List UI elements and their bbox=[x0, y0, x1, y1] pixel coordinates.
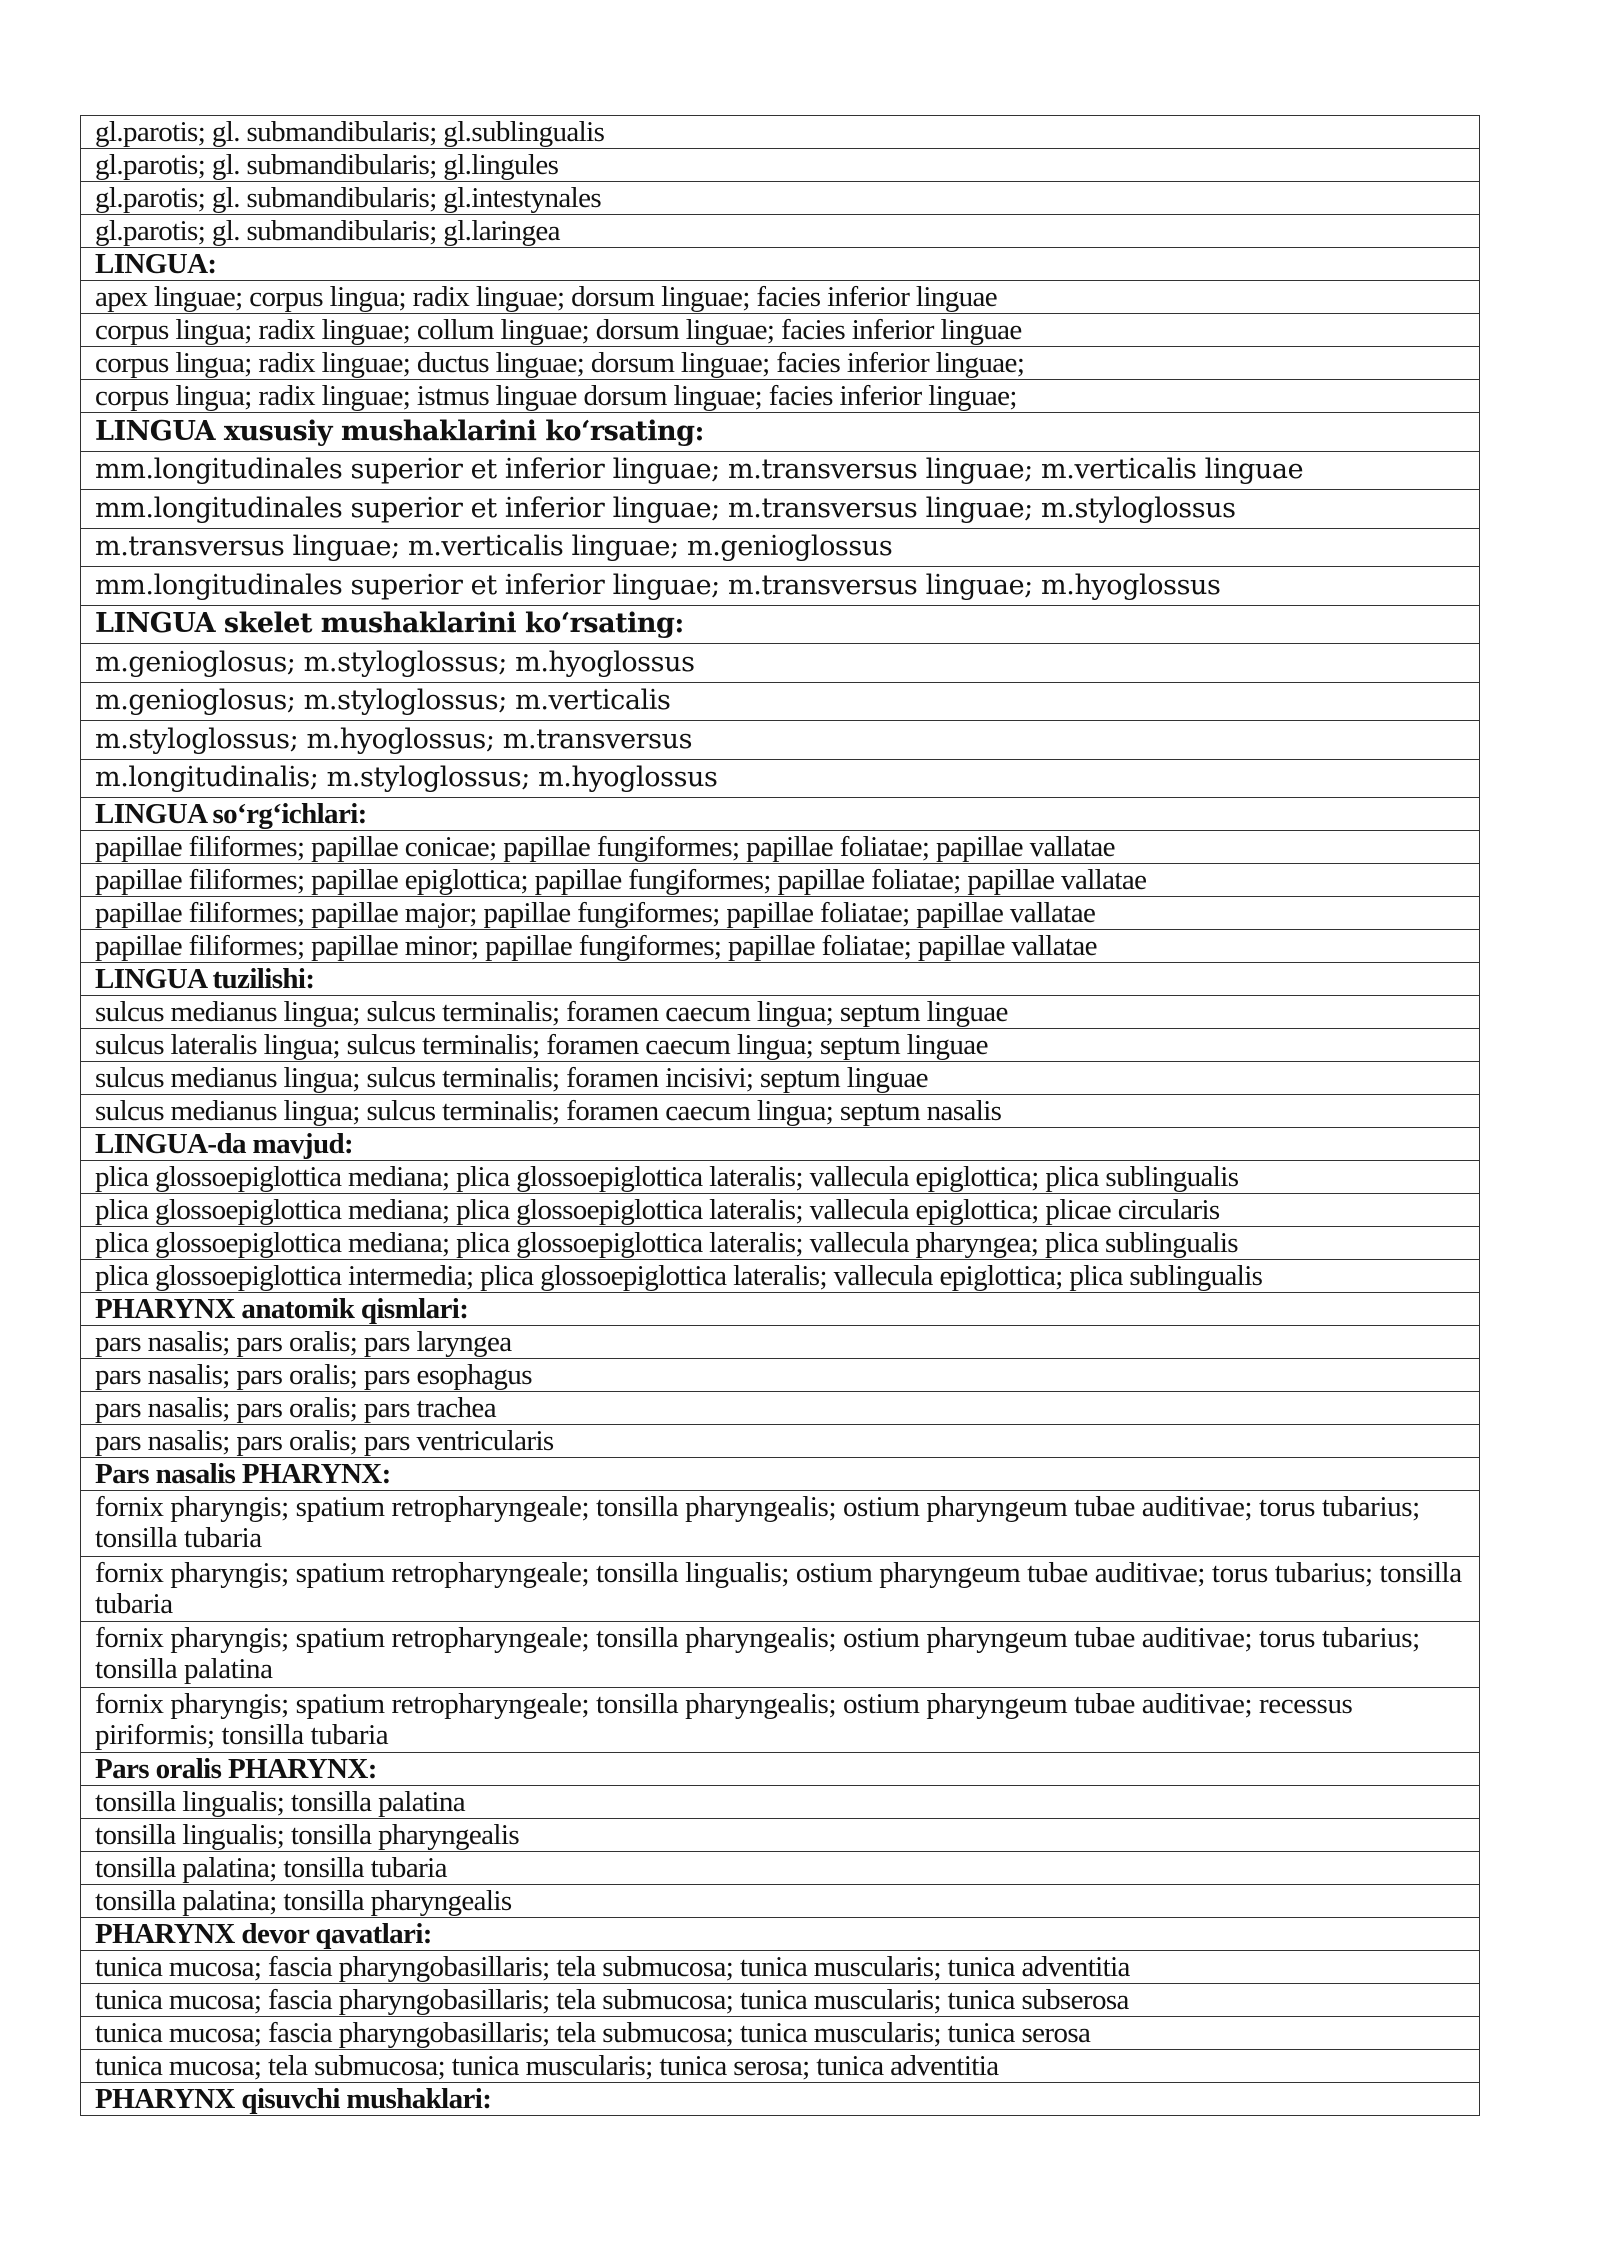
answer-text: apex linguae; corpus lingua; radix linguae; dorsum linguae; facies inferior linguae bbox=[81, 281, 1480, 314]
answer-text: m.genioglosus; m.styloglossus; m.hyoglossus bbox=[81, 644, 1480, 683]
answer-text: mm.longitudinales superior et inferior linguae; m.transversus linguae; m.hyoglossus bbox=[81, 567, 1480, 606]
answer-row bbox=[81, 451, 1480, 490]
answer-text: pars nasalis; pars oralis; pars laryngea bbox=[81, 1326, 1480, 1359]
question-row bbox=[81, 1753, 1480, 1786]
answer-row bbox=[81, 1786, 1480, 1819]
answer-row bbox=[81, 721, 1480, 760]
answer-row bbox=[81, 759, 1480, 798]
answer-row bbox=[81, 1227, 1480, 1260]
question-row bbox=[81, 798, 1480, 831]
answer-row bbox=[81, 831, 1480, 864]
question-text: PHARYNX anatomik qismlari: bbox=[81, 1293, 1480, 1326]
table-body bbox=[81, 116, 1480, 2116]
answer-text: m.genioglosus; m.styloglossus; m.verticalis bbox=[81, 682, 1480, 721]
answer-row bbox=[81, 567, 1480, 606]
question-text: LINGUA: bbox=[81, 248, 1480, 281]
answer-row bbox=[81, 347, 1480, 380]
answer-row bbox=[81, 1984, 1480, 2017]
question-row bbox=[81, 413, 1480, 452]
answer-text: fornix pharyngis; spatium retropharyngeale; tonsilla pharyngealis; ostium pharyngeum tubae auditivae; recessus piriformis; tonsilla tubaria bbox=[81, 1687, 1480, 1753]
question-text: LINGUA tuzilishi: bbox=[81, 963, 1480, 996]
question-text: PHARYNX qisuvchi mushaklari: bbox=[81, 2083, 1480, 2116]
answer-row bbox=[81, 2050, 1480, 2083]
answer-row bbox=[81, 1622, 1480, 1688]
answer-text: tunica mucosa; tela submucosa; tunica muscularis; tunica serosa; tunica adventitia bbox=[81, 2050, 1480, 2083]
question-row bbox=[81, 2083, 1480, 2116]
answer-row bbox=[81, 2017, 1480, 2050]
answer-row bbox=[81, 116, 1480, 149]
answer-row bbox=[81, 1095, 1480, 1128]
answer-text: papillae filiformes; papillae conicae; papillae fungiformes; papillae foliatae; papillae vallatae bbox=[81, 831, 1480, 864]
answer-text: gl.parotis; gl. submandibularis; gl.sublingualis bbox=[81, 116, 1480, 149]
answer-text: papillae filiformes; papillae epiglottica; papillae fungiformes; papillae foliatae; papillae vallatae bbox=[81, 864, 1480, 897]
question-text: Pars nasalis PHARYNX: bbox=[81, 1458, 1480, 1491]
answer-text: fornix pharyngis; spatium retropharyngeale; tonsilla pharyngealis; ostium pharyngeum tubae auditivae; torus tubarius; tonsilla tubaria bbox=[81, 1491, 1480, 1557]
answer-text: plica glossoepiglottica mediana; plica glossoepiglottica lateralis; vallecula epiglottica; plica sublingualis bbox=[81, 1161, 1480, 1194]
answer-row bbox=[81, 215, 1480, 248]
answer-row bbox=[81, 1359, 1480, 1392]
answer-text: pars nasalis; pars oralis; pars trachea bbox=[81, 1392, 1480, 1425]
answer-row bbox=[81, 1425, 1480, 1458]
answer-row bbox=[81, 682, 1480, 721]
question-text: LINGUA xususiy mushaklarini ko‘rsating: bbox=[81, 413, 1480, 452]
answer-text: tonsilla palatina; tonsilla tubaria bbox=[81, 1852, 1480, 1885]
answer-row bbox=[81, 281, 1480, 314]
answer-row bbox=[81, 1556, 1480, 1622]
answer-row bbox=[81, 644, 1480, 683]
answer-text: mm.longitudinales superior et inferior linguae; m.transversus linguae; m.styloglossus bbox=[81, 490, 1480, 529]
answer-text: gl.parotis; gl. submandibularis; gl.laringea bbox=[81, 215, 1480, 248]
answer-text: gl.parotis; gl. submandibularis; gl.lingules bbox=[81, 149, 1480, 182]
question-text: LINGUA so‘rg‘ichlari: bbox=[81, 798, 1480, 831]
question-text: Pars oralis PHARYNX: bbox=[81, 1753, 1480, 1786]
question-row bbox=[81, 248, 1480, 281]
question-row bbox=[81, 963, 1480, 996]
answer-text: papillae filiformes; papillae major; papillae fungiformes; papillae foliatae; papillae vallatae bbox=[81, 897, 1480, 930]
answer-text: tonsilla lingualis; tonsilla palatina bbox=[81, 1786, 1480, 1819]
answer-row bbox=[81, 1062, 1480, 1095]
answer-text: corpus lingua; radix linguae; collum linguae; dorsum linguae; facies inferior linguae bbox=[81, 314, 1480, 347]
answer-text: mm.longitudinales superior et inferior linguae; m.transversus linguae; m.verticalis linguae bbox=[81, 451, 1480, 490]
answer-text: sulcus medianus lingua; sulcus terminalis; foramen incisivi; septum linguae bbox=[81, 1062, 1480, 1095]
question-answer-table bbox=[80, 115, 1480, 2116]
answer-text: plica glossoepiglottica mediana; plica glossoepiglottica lateralis; vallecula pharyngea; plica sublingualis bbox=[81, 1227, 1480, 1260]
answer-text: plica glossoepiglottica intermedia; plica glossoepiglottica lateralis; vallecula epiglottica; plica sublingualis bbox=[81, 1260, 1480, 1293]
answer-row bbox=[81, 864, 1480, 897]
answer-text: m.transversus linguae; m.verticalis linguae; m.genioglossus bbox=[81, 528, 1480, 567]
answer-row bbox=[81, 1951, 1480, 1984]
answer-row bbox=[81, 1194, 1480, 1227]
answer-text: tunica mucosa; fascia pharyngobasillaris; tela submucosa; tunica muscularis; tunica adventitia bbox=[81, 1951, 1480, 1984]
answer-text: sulcus lateralis lingua; sulcus terminalis; foramen caecum lingua; septum linguae bbox=[81, 1029, 1480, 1062]
answer-row bbox=[81, 490, 1480, 529]
answer-row bbox=[81, 1819, 1480, 1852]
answer-row bbox=[81, 996, 1480, 1029]
answer-row bbox=[81, 897, 1480, 930]
answer-text: papillae filiformes; papillae minor; papillae fungiformes; papillae foliatae; papillae vallatae bbox=[81, 930, 1480, 963]
answer-row bbox=[81, 1491, 1480, 1557]
question-text: LINGUA skelet mushaklarini ko‘rsating: bbox=[81, 605, 1480, 644]
answer-row bbox=[81, 930, 1480, 963]
answer-text: sulcus medianus lingua; sulcus terminalis; foramen caecum lingua; septum linguae bbox=[81, 996, 1480, 1029]
question-text: LINGUA-da mavjud: bbox=[81, 1128, 1480, 1161]
answer-row bbox=[81, 1029, 1480, 1062]
answer-row bbox=[81, 1326, 1480, 1359]
question-text: PHARYNX devor qavatlari: bbox=[81, 1918, 1480, 1951]
answer-text: fornix pharyngis; spatium retropharyngeale; tonsilla lingualis; ostium pharyngeum tubae auditivae; torus tubarius; tonsilla tubaria bbox=[81, 1556, 1480, 1622]
answer-text: pars nasalis; pars oralis; pars esophagus bbox=[81, 1359, 1480, 1392]
answer-text: m.longitudinalis; m.styloglossus; m.hyoglossus bbox=[81, 759, 1480, 798]
answer-text: sulcus medianus lingua; sulcus terminalis; foramen caecum lingua; septum nasalis bbox=[81, 1095, 1480, 1128]
question-row bbox=[81, 605, 1480, 644]
answer-row bbox=[81, 1885, 1480, 1918]
answer-row bbox=[81, 1392, 1480, 1425]
answer-text: corpus lingua; radix linguae; istmus linguae dorsum linguae; facies inferior linguae; bbox=[81, 380, 1480, 413]
question-row bbox=[81, 1128, 1480, 1161]
question-row bbox=[81, 1458, 1480, 1491]
question-row bbox=[81, 1293, 1480, 1326]
answer-row bbox=[81, 182, 1480, 215]
answer-text: tonsilla lingualis; tonsilla pharyngealis bbox=[81, 1819, 1480, 1852]
answer-row bbox=[81, 1161, 1480, 1194]
answer-row bbox=[81, 528, 1480, 567]
answer-text: fornix pharyngis; spatium retropharyngeale; tonsilla pharyngealis; ostium pharyngeum tubae auditivae; torus tubarius; tonsilla palatina bbox=[81, 1622, 1480, 1688]
answer-row bbox=[81, 1687, 1480, 1753]
answer-text: corpus lingua; radix linguae; ductus linguae; dorsum linguae; facies inferior linguae; bbox=[81, 347, 1480, 380]
answer-text: gl.parotis; gl. submandibularis; gl.intestynales bbox=[81, 182, 1480, 215]
answer-row bbox=[81, 1852, 1480, 1885]
answer-text: tunica mucosa; fascia pharyngobasillaris; tela submucosa; tunica muscularis; tunica subserosa bbox=[81, 1984, 1480, 2017]
answer-text: tonsilla palatina; tonsilla pharyngealis bbox=[81, 1885, 1480, 1918]
question-row bbox=[81, 1918, 1480, 1951]
answer-row bbox=[81, 314, 1480, 347]
answer-text: m.styloglossus; m.hyoglossus; m.transversus bbox=[81, 721, 1480, 760]
answer-row bbox=[81, 1260, 1480, 1293]
answer-text: tunica mucosa; fascia pharyngobasillaris; tela submucosa; tunica muscularis; tunica serosa bbox=[81, 2017, 1480, 2050]
answer-row bbox=[81, 380, 1480, 413]
answer-text: pars nasalis; pars oralis; pars ventricularis bbox=[81, 1425, 1480, 1458]
answer-text: plica glossoepiglottica mediana; plica glossoepiglottica lateralis; vallecula epiglottica; plicae circularis bbox=[81, 1194, 1480, 1227]
answer-row bbox=[81, 149, 1480, 182]
